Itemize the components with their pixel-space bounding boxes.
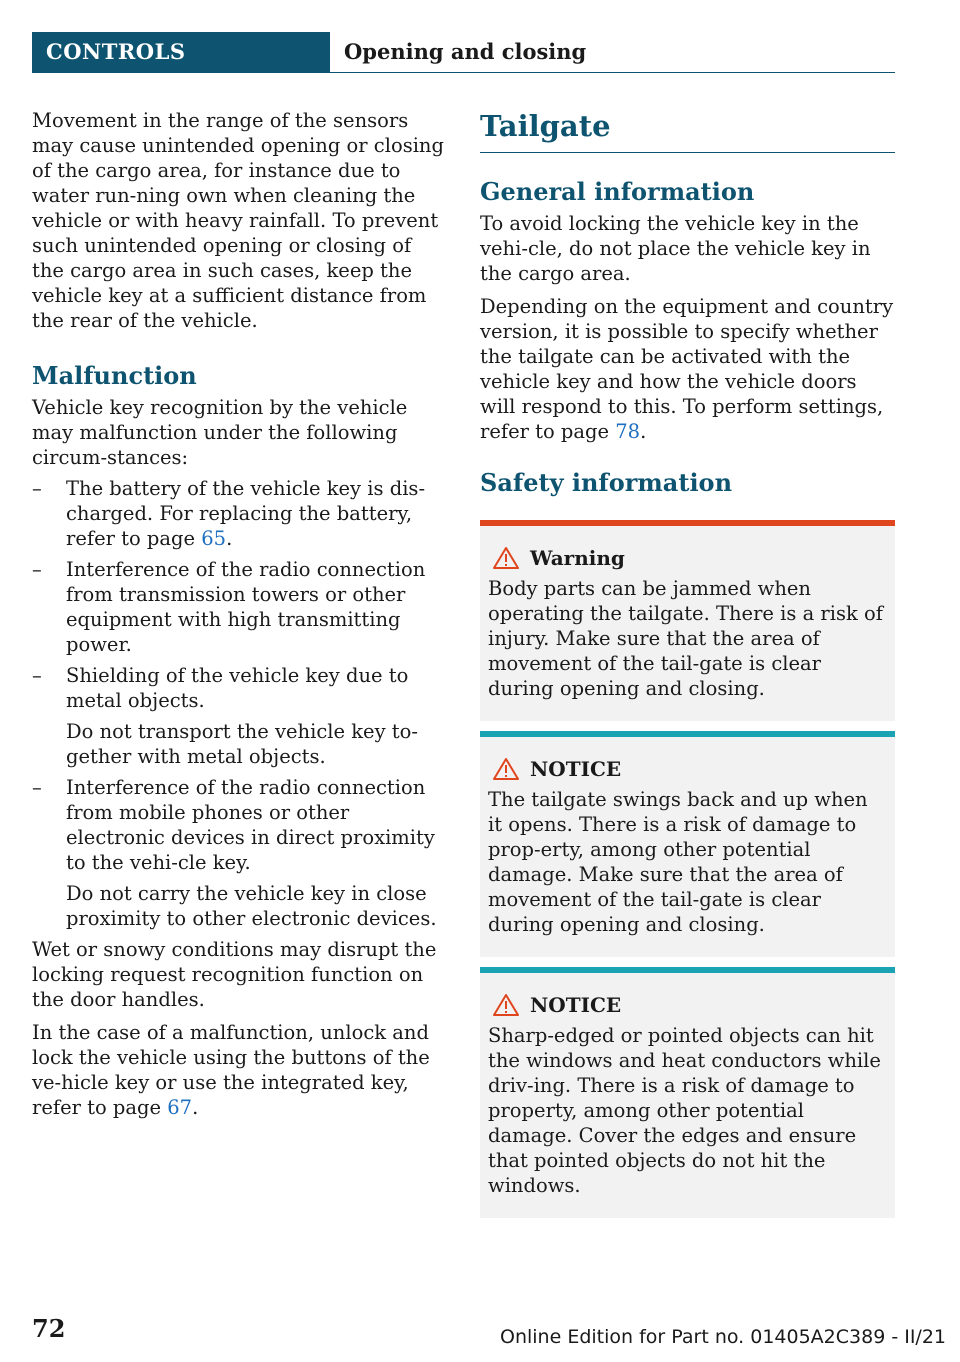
notice-text: The tailgate swings back and up when it opens. There is a risk of damage to prop-erty, among other potential damage. Make sure that the area of movement of the tail-gate is clear during opening and closing. xyxy=(488,788,868,936)
page-link-78[interactable]: 78 xyxy=(615,420,641,443)
page-link-65[interactable]: 65 xyxy=(201,527,227,550)
notice-text: Sharp-edged or pointed objects can hit the windows and heat conductors while driv-ing. There is a risk of damage to property, among other potential damage. Cover the edges and ensure that pointed objects do not hit the windows. xyxy=(488,1024,881,1197)
tailgate-title: Tailgate xyxy=(480,109,611,143)
page-link-67[interactable]: 67 xyxy=(167,1096,193,1119)
title-rule xyxy=(480,152,895,153)
dash-bullet: – xyxy=(32,664,42,687)
notice-label: NOTICE xyxy=(530,993,622,1017)
list-item-note: Do not transport the vehicle key to-gether with metal objects. xyxy=(66,720,418,768)
chapter-title: Opening and closing xyxy=(344,39,587,64)
dash-bullet: – xyxy=(32,558,42,581)
safety-info-heading: Safety information xyxy=(480,468,733,497)
notice-box-tailgate xyxy=(480,731,895,957)
list-item-note: Do not carry the vehicle key in close proximity to other electronic devices. xyxy=(66,882,437,930)
list-item: – Interference of the radio connection from mobile phones or other electronic devices in direct proximity to the vehi-cle key. Do not carry the vehicle key in close proximity to other electronic devices. xyxy=(32,775,448,931)
right-column xyxy=(480,108,895,1218)
malfunction-list xyxy=(32,476,448,931)
general-info-heading: General information xyxy=(480,177,755,206)
wet-conditions-paragraph: Wet or snowy conditions may disrupt the locking request recognition function on the door handles. xyxy=(32,938,437,1011)
notice-label: NOTICE xyxy=(530,757,622,781)
warning-label: Warning xyxy=(530,546,625,570)
warning-box xyxy=(480,520,895,721)
dash-bullet: – xyxy=(32,477,42,500)
general-info-paragraph-1: To avoid locking the vehicle key in the vehi-cle, do not place the vehicle key in the cargo area. xyxy=(480,212,871,285)
left-column xyxy=(32,108,448,1120)
edition-footer: Online Edition for Part no. 01405A2C389 - II/21 xyxy=(500,1326,947,1348)
malfunction-intro: Vehicle key recognition by the vehicle may malfunction under the following circum-stances: xyxy=(32,396,408,469)
warning-triangle-icon xyxy=(492,546,520,570)
warning-box-header xyxy=(488,544,887,572)
notice-box-header xyxy=(488,755,887,783)
list-item: – Shielding of the vehicle key due to metal objects. Do not transport the vehicle key to-gether with metal objects. xyxy=(32,663,448,769)
notice-box-header xyxy=(488,991,887,1019)
intro-paragraph: Movement in the range of the sensors may cause unintended opening or closing of the cargo area, for instance due to water run-ning own when cleaning the vehicle or with heavy rainfall. To prevent such unintended opening or closing of the cargo area in such cases, keep the vehicle key at a sufficient distance from the rear of the vehicle. xyxy=(32,109,444,332)
notice-box-objects xyxy=(480,967,895,1218)
malfunction-case-paragraph: In the case of a malfunction, unlock and lock the vehicle using the buttons of the ve-hicle key or use the integrated key, refer to page 67. xyxy=(32,1021,430,1119)
list-item: – The battery of the vehicle key is dis-charged. For replacing the battery, refer to page 65. xyxy=(32,477,426,550)
warning-triangle-icon xyxy=(492,757,520,781)
warning-triangle-icon xyxy=(492,993,520,1017)
warning-text: Body parts can be jammed when operating the tailgate. There is a risk of injury. Make sure that the area of movement of the tail-gate is clear during opening and closing. xyxy=(488,577,883,700)
section-tab: CONTROLS xyxy=(32,32,330,72)
list-item: – Interference of the radio connection from transmission towers or other equipment with high transmitting power. xyxy=(32,558,426,656)
page-number: 72 xyxy=(32,1314,66,1343)
malfunction-heading: Malfunction xyxy=(32,361,197,390)
dash-bullet: – xyxy=(32,776,42,799)
page-header xyxy=(32,32,895,73)
general-info-paragraph-2: Depending on the equipment and country version, it is possible to specify whether the tailgate can be activated with the vehicle key and how the vehicle doors will respond to this. To perform settings, refer to page 78. xyxy=(480,295,894,443)
